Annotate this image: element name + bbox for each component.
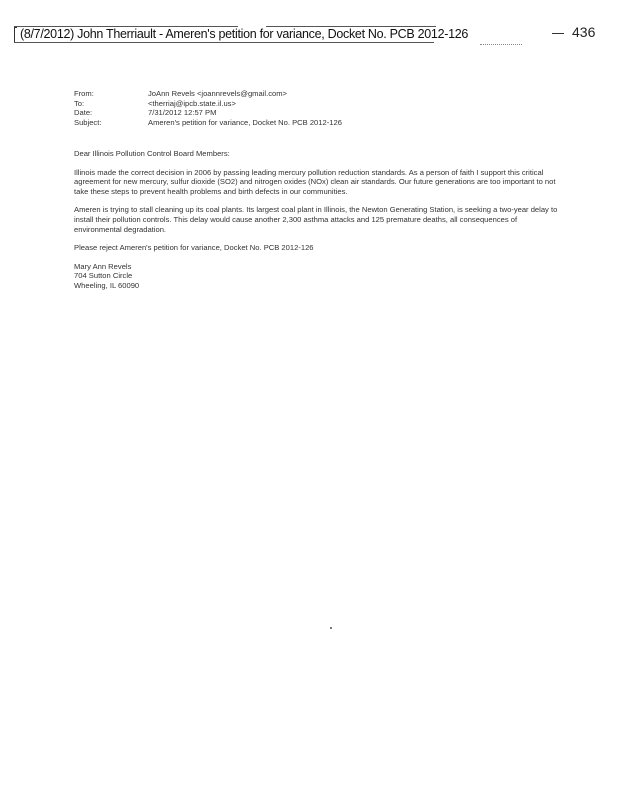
- header-underline: [14, 42, 434, 43]
- paragraph-2: Ameren is trying to stall cleaning up its coal plants. Its largest coal plant in Illinois, the Newton Generating Station, is seeking a two-year delay to install their pollution controls. This delay would cause another 2,300 asthma attacks and 125 premature deaths, all consequences of environmental degradation.: [74, 205, 558, 234]
- signature-city: Wheeling, IL 60090: [74, 280, 140, 290]
- signature-name: Mary Ann Revels: [74, 261, 132, 271]
- header-bracket: [14, 27, 17, 43]
- paragraph-1: Illinois made the correct decision in 2006 by passing leading mercury pollution reduction standards. As a person of faith I support this critical agreement for new mercury, sulfur dioxide (SO2) and nitrogen oxides (NOx) clean air standards. Our future generations are too important to not take these steps to prevent health problems and birth defects in our communities.: [74, 167, 556, 196]
- date-label: Date:: [74, 108, 93, 117]
- to-label: To:: [74, 98, 85, 108]
- scan-speck: [330, 627, 332, 629]
- page-number: [552, 24, 595, 40]
- salutation: Dear Illinois Pollution Control Board Members:: [74, 149, 230, 158]
- email-from-row: [74, 89, 342, 99]
- signature-block: [74, 262, 564, 291]
- email-subject-row: [74, 118, 342, 128]
- to-value: <therriaj@ipcb.state.il.us>: [148, 98, 236, 108]
- document-header: [14, 26, 469, 44]
- header-title: (8/7/2012) John Therriault - Ameren's petition for variance, Docket No. PCB 2012-126: [20, 27, 469, 41]
- from-label: From:: [74, 89, 94, 98]
- page-number-value: 436: [572, 24, 596, 40]
- signature-street: 704 Sutton Circle: [74, 271, 133, 281]
- email-to-row: [74, 99, 342, 109]
- page-number-dash: [552, 33, 564, 34]
- subject-label: Subject:: [74, 117, 102, 127]
- letter-body: [74, 149, 564, 291]
- email-date-row: [74, 108, 342, 118]
- date-value: 7/31/2012 12:57 PM: [148, 108, 217, 117]
- email-metadata: [74, 89, 342, 127]
- from-value: JoAnn Revels <joannrevels@gmail.com>: [148, 89, 287, 98]
- subject-value: Ameren's petition for variance, Docket No. PCB 2012-126: [148, 117, 342, 127]
- header-scribble: [480, 44, 522, 45]
- paragraph-3: Please reject Ameren's petition for variance, Docket No. PCB 2012-126: [74, 243, 314, 253]
